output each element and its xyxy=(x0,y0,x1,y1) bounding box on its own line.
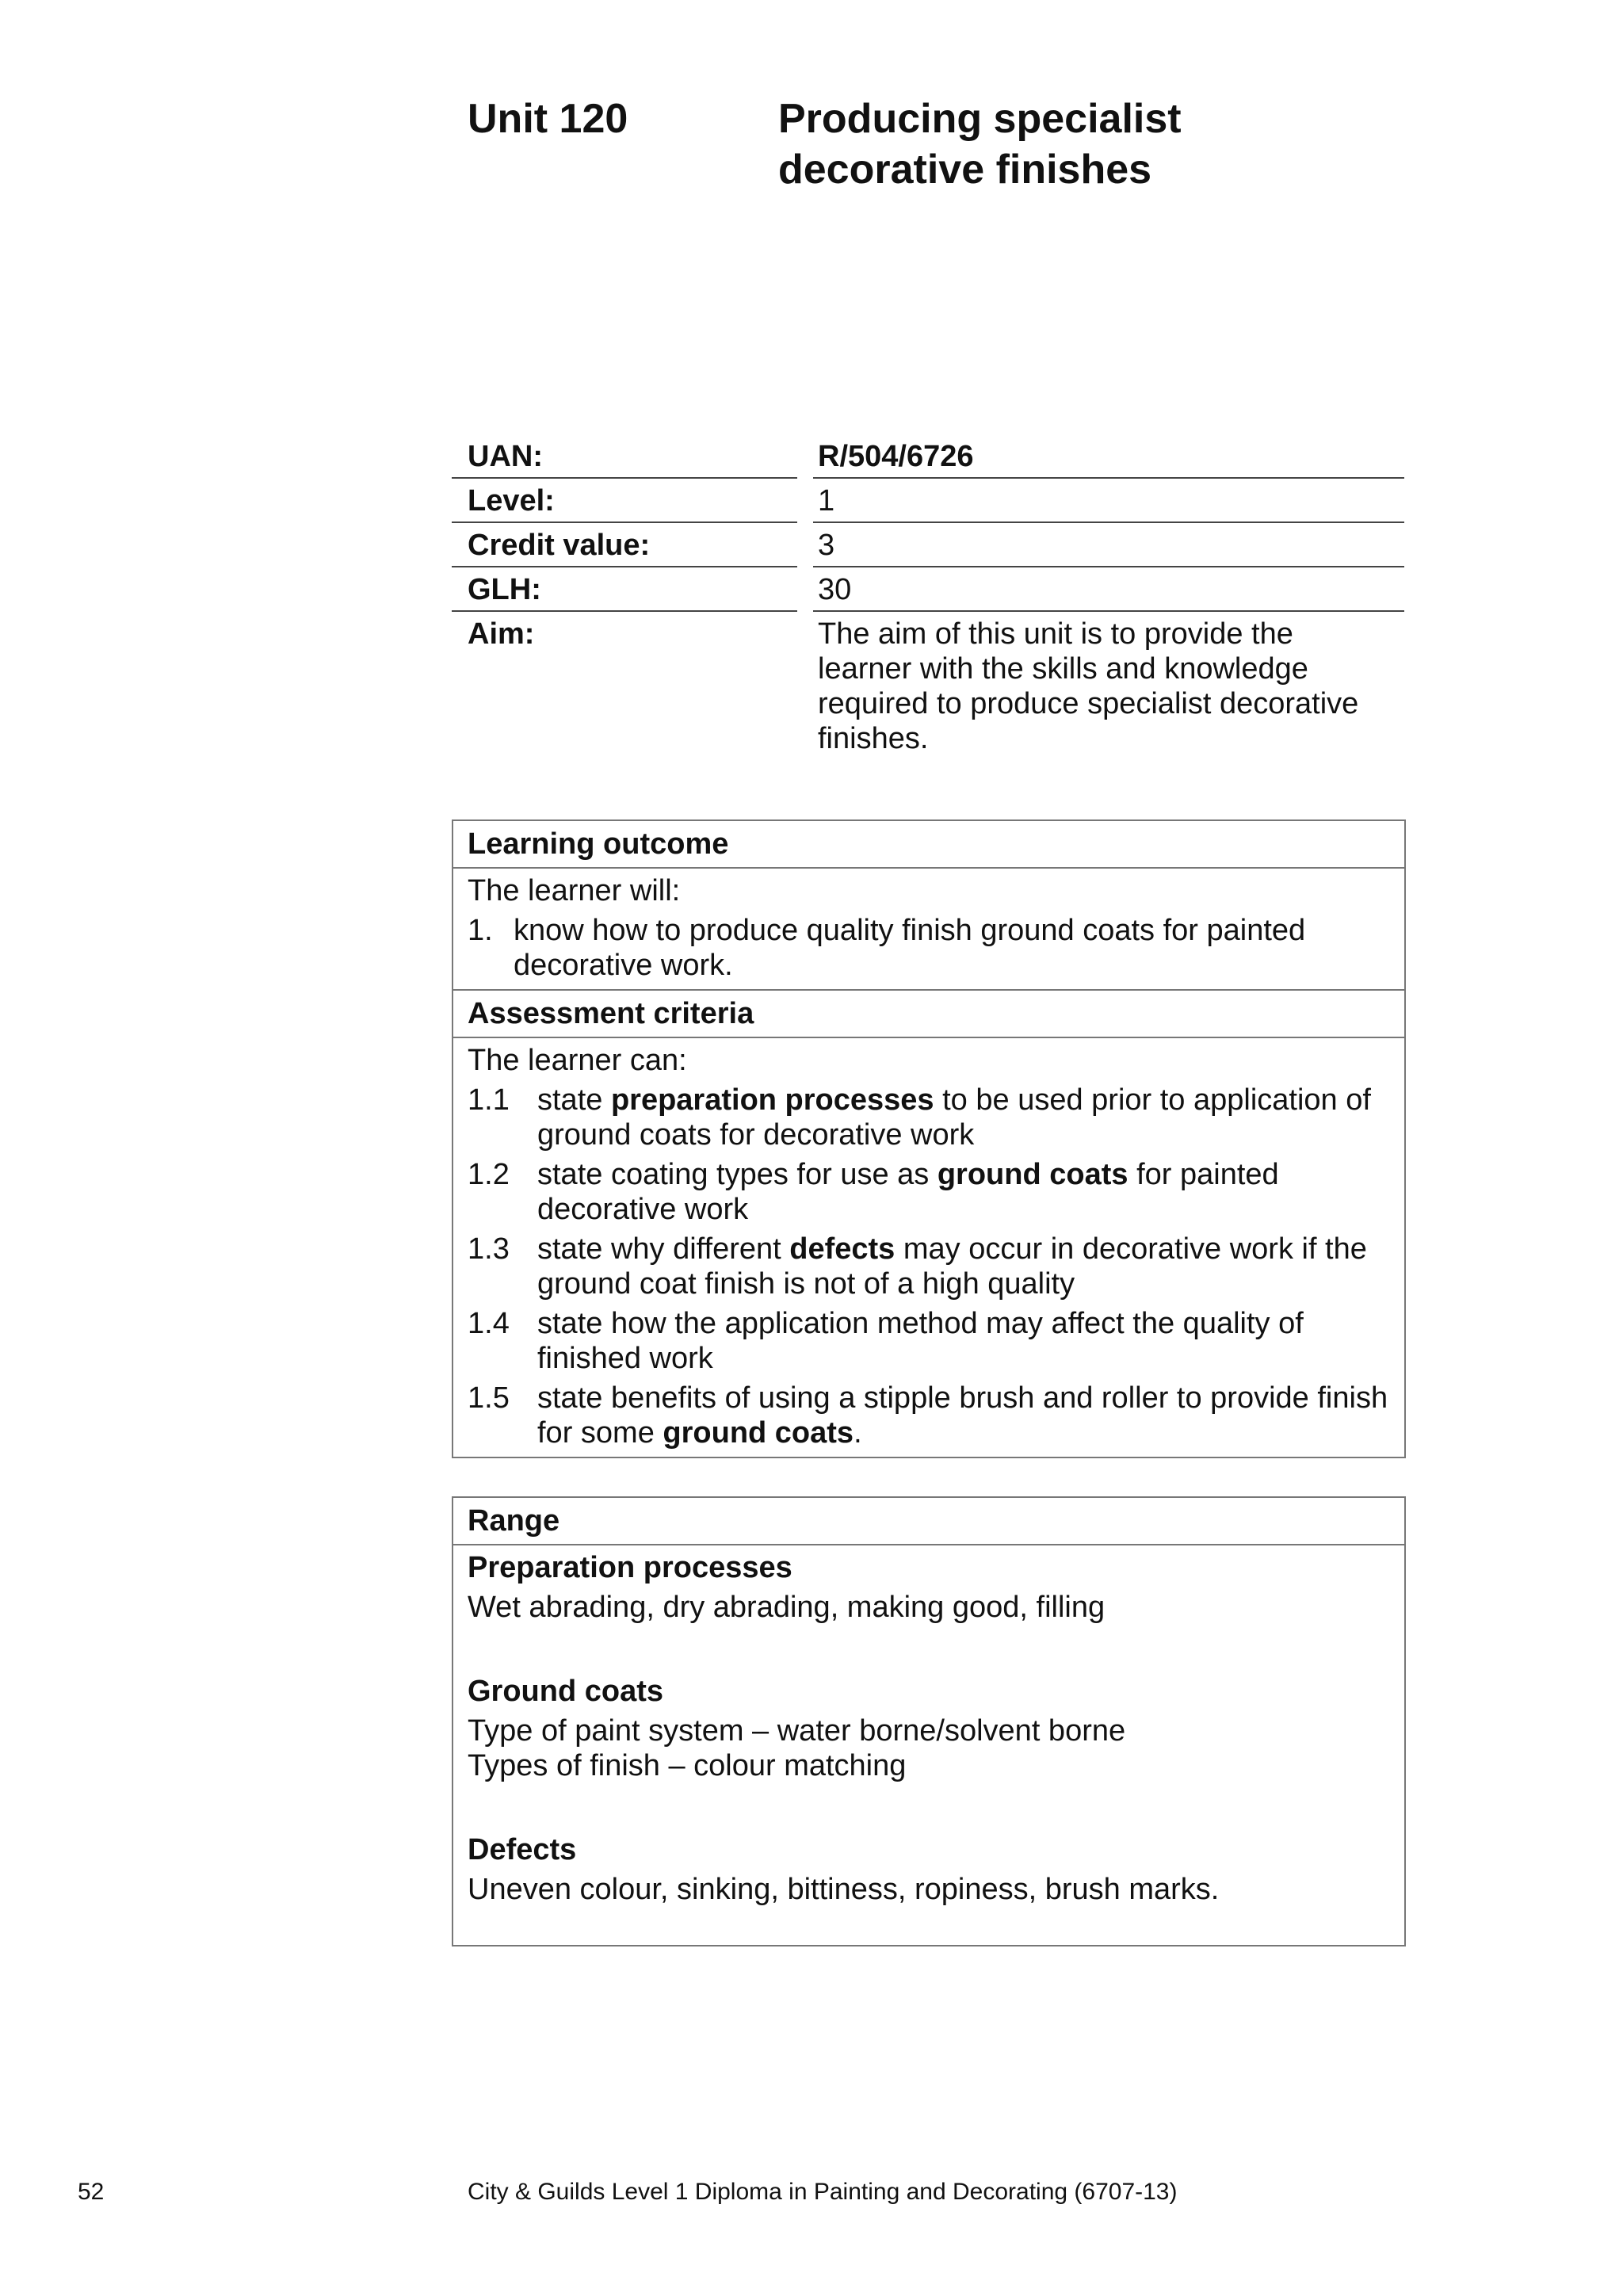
footer-text: City & Guilds Level 1 Diploma in Painting and Decorating (6707-13) xyxy=(468,2179,1178,2205)
range-section-title: Preparation processes xyxy=(468,1551,792,1584)
criterion-text-part: state xyxy=(537,1083,611,1117)
range-section-line: Uneven colour, sinking, bittiness, ropiness, brush marks. xyxy=(468,1873,1220,1906)
unit-number: Unit 120 xyxy=(468,96,628,142)
range-section-ground-coats xyxy=(453,1669,1404,1828)
criterion-key-term: preparation processes xyxy=(610,1083,934,1117)
learning-outcome-heading: Learning outcome xyxy=(453,821,1404,869)
learning-outcome-intro: The learner will: xyxy=(468,874,681,907)
criterion-text xyxy=(537,1306,1390,1376)
title-line-1: Producing specialist xyxy=(778,96,1182,142)
info-row-credit xyxy=(452,523,1404,567)
criterion-number: 1.3 xyxy=(468,1232,510,1266)
info-row-glh xyxy=(452,567,1404,612)
credit-label: Credit value: xyxy=(452,523,797,567)
assessment-criteria-body xyxy=(453,1038,1404,1457)
criterion-text-part: state how the application method may affect the quality of finished work xyxy=(537,1307,1304,1375)
criterion-key-term: ground coats xyxy=(937,1158,1128,1191)
criterion-text-part: state benefits of using a stipple brush and roller to provide finish for some xyxy=(537,1381,1388,1450)
range-heading: Range xyxy=(453,1498,1404,1545)
learning-outcome-text: know how to produce quality finish ground coats for painted decorative work. xyxy=(514,914,1306,982)
criterion-text-part: for painted decorative work xyxy=(537,1158,1279,1226)
criterion-text-part: state why different xyxy=(537,1232,790,1266)
glh-value: 30 xyxy=(813,567,1404,612)
uan-value: R/504/6726 xyxy=(813,434,1404,479)
learning-outcome-item xyxy=(468,913,1390,983)
criterion-number: 1.1 xyxy=(468,1083,510,1117)
unit-info-table xyxy=(452,434,1404,756)
criterion-text xyxy=(537,1083,1390,1152)
criterion-text xyxy=(537,1232,1390,1301)
page-title xyxy=(778,94,1412,195)
criterion-number: 1.5 xyxy=(468,1381,510,1415)
uan-label: UAN: xyxy=(452,434,797,479)
assessment-criteria-heading: Assessment criteria xyxy=(453,991,1404,1038)
learning-outcome-table xyxy=(452,819,1406,1458)
criterion-text xyxy=(537,1381,1390,1450)
criterion-text-part: . xyxy=(854,1416,862,1450)
learning-outcome-number: 1. xyxy=(468,914,493,947)
criterion-text-part: state coating types for use as xyxy=(537,1158,938,1191)
page-number: 52 xyxy=(78,2179,105,2205)
range-section-title: Defects xyxy=(468,1833,577,1866)
criterion-item xyxy=(468,1232,1390,1301)
info-row-level xyxy=(452,479,1404,523)
criterion-text-part: may occur in decorative work if the ground coat finish is not of a high quality xyxy=(537,1232,1367,1301)
glh-label: GLH: xyxy=(452,567,797,612)
info-row-uan xyxy=(452,434,1404,479)
criterion-number: 1.4 xyxy=(468,1307,510,1340)
criterion-key-term: defects xyxy=(789,1232,896,1266)
range-section-line: Types of finish – colour matching xyxy=(468,1749,907,1782)
range-section-line: Wet abrading, dry abrading, making good, filling xyxy=(468,1591,1106,1624)
criterion-text-part: to be used prior to application of ground coats for decorative work xyxy=(537,1083,1371,1152)
level-label: Level: xyxy=(452,479,797,523)
criterion-number: 1.2 xyxy=(468,1158,510,1191)
credit-value: 3 xyxy=(813,523,1404,567)
range-section-title: Ground coats xyxy=(468,1675,664,1708)
range-table xyxy=(452,1496,1406,1946)
title-line-2: decorative finishes xyxy=(778,147,1152,193)
range-section-defects xyxy=(453,1828,1404,1907)
criterion-item xyxy=(468,1306,1390,1376)
criterion-item xyxy=(468,1083,1390,1152)
aim-label: Aim: xyxy=(468,617,535,651)
range-section-line: Type of paint system – water borne/solvent borne xyxy=(468,1714,1126,1748)
range-section-preparation xyxy=(453,1545,1404,1669)
level-value: 1 xyxy=(813,479,1404,523)
assessment-intro: The learner can: xyxy=(468,1044,687,1077)
learning-outcome-body xyxy=(453,869,1404,991)
aim-value: The aim of this unit is to provide the learner with the skills and knowledge required to produce specialist decorative finishes. xyxy=(818,617,1359,755)
criterion-text xyxy=(537,1157,1390,1227)
criterion-item xyxy=(468,1381,1390,1450)
criterion-item xyxy=(468,1157,1390,1227)
info-row-aim xyxy=(452,612,1404,756)
criterion-key-term: ground coats xyxy=(663,1416,854,1450)
